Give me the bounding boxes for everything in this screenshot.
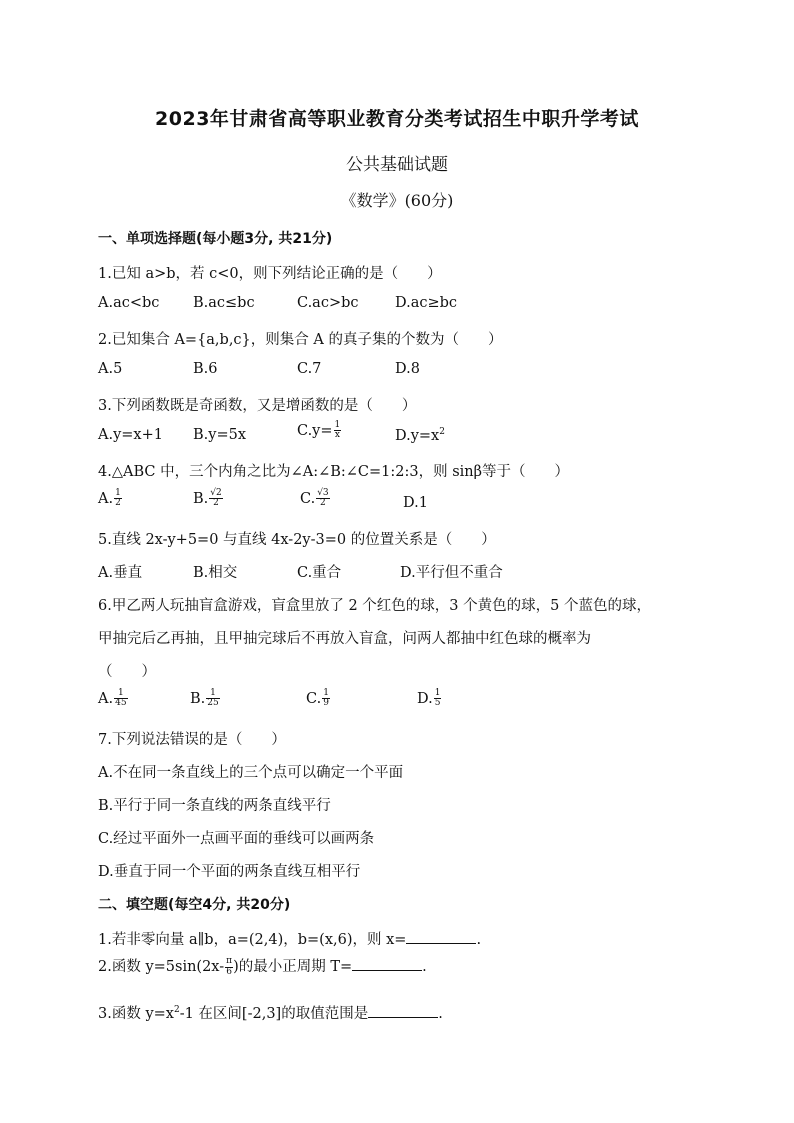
question-4-stem: 4.△ABC 中，三个内角之比为∠A:∠B:∠C=1:2:3，则 sinβ等于（ ） [98,464,570,480]
q6-c-fraction [322,689,330,709]
q6-option-c [306,689,330,709]
question-3-stem: 3.下列函数既是奇函数，又是增函数的是（ ） [98,398,417,414]
q4-b-numerator: √2 [210,488,222,498]
q2-option-d: D.8 [395,361,420,377]
q5-option-c: C.重合 [297,565,342,581]
q6-a-numerator: 1 [114,689,127,699]
q6-option-a [98,689,128,709]
question-2-stem: 2.已知集合 A={a,b,c}，则集合 A 的真子集的个数为（ ） [98,332,503,348]
fq3-end: . [438,1006,443,1022]
q4-a-numerator: 1 [115,488,121,498]
q1-option-b: B.ac≤bc [193,295,255,311]
q6-a-fraction [114,689,127,709]
fq1-end: . [476,932,482,948]
fq2-denominator: 6 [226,966,232,977]
q6-b-numerator: 1 [206,689,219,699]
fq2-prefix: 2.函数 y=5sin(2x- [98,959,225,975]
q7-option-d: D.垂直于同一个平面的两条直线互相平行 [98,864,361,880]
q4-b-fraction [209,489,222,509]
q5-option-b: B.相交 [193,565,238,581]
fq2-fraction [225,957,233,977]
q1-option-c: C.ac>bc [297,295,359,311]
fq1-text: 1.若非零向量 a∥b，a=(2,4)，b=(x,6)，则 x= [98,932,407,948]
q6-d-denominator: 5 [434,698,441,709]
fq2-numerator: π [226,956,233,967]
q7-option-a: A.不在同一条直线上的三个点可以确定一个平面 [98,765,404,781]
q5-option-d: D.平行但不重合 [400,565,503,581]
q4-a-denominator: 2 [115,498,121,509]
q6-b-denominator: 25 [207,698,219,709]
q6-option-b [190,689,220,709]
fq2-end: . [422,959,427,975]
q1-option-a: A.ac<bc [98,295,160,311]
q4-option-c [300,489,330,509]
question-6-line2: 甲抽完后乙再抽，且甲抽完球后不再放入盲盒，问两人都抽中红色球的概率为 [98,631,591,647]
q5-option-a: A.垂直 [98,565,143,581]
question-6-line3: （ ） [98,664,156,680]
fq3-exponent: 2 [173,1005,180,1016]
q3-option-a: A.y=x+1 [98,427,163,443]
q6-c-prefix: C. [306,690,322,707]
q4-c-fraction [316,489,329,509]
fill-question-3 [98,1002,443,1023]
q3-option-b: B.y=5x [193,427,247,443]
q7-option-b: B.平行于同一条直线的两条直线平行 [98,798,331,814]
q3-d-prefix: D.y=x [395,427,440,444]
q3-option-c [297,421,341,441]
fq3-prefix: 3.函数 y=x [98,1006,174,1022]
q7-option-c: C.经过平面外一点画平面的垂线可以画两条 [98,831,375,847]
q6-d-prefix: D. [417,690,433,707]
fill-question-2 [98,955,427,977]
fq2-suffix: )的最小正周期 T= [233,959,353,975]
q2-option-b: B.6 [193,361,218,377]
q6-b-fraction [206,689,219,709]
q4-option-d: D.1 [403,495,428,511]
q4-c-denominator: 2 [320,498,326,509]
q6-c-denominator: 9 [323,698,329,709]
q3-c-prefix: C.y= [297,422,333,439]
fq2-answer-blank[interactable] [352,956,422,971]
q6-d-fraction [434,689,442,709]
q6-b-prefix: B. [190,690,206,707]
exam-subtitle: 公共基础试题 [346,155,448,175]
q3-c-fraction [334,421,342,441]
exam-title: 2023年甘肃省高等职业教育分类考试招生中职升学考试 [155,108,639,130]
fq1-answer-blank[interactable] [406,929,476,944]
q4-c-prefix: C. [300,490,316,507]
fq3-answer-blank[interactable] [368,1003,438,1018]
section2-heading: 二、填空题(每空4分, 共20分) [98,897,291,913]
section1-heading: 一、单项选择题(每小题3分, 共21分) [98,231,333,247]
q4-option-b [193,489,223,509]
q4-a-fraction [114,489,122,509]
q2-option-c: C.7 [297,361,322,377]
q4-c-numerator: √3 [317,488,329,498]
q2-option-a: A.5 [98,361,123,377]
q6-d-numerator: 1 [434,688,441,698]
q3-c-denominator: x [334,430,340,441]
q4-b-prefix: B. [193,490,209,507]
question-7-stem: 7.下列说法错误的是（ ） [98,732,286,748]
q6-a-prefix: A. [98,690,114,707]
q6-a-denominator: 45 [115,698,127,709]
q1-option-d: D.ac≥bc [395,295,458,311]
q3-option-d [395,427,445,444]
q4-a-prefix: A. [98,490,114,507]
q6-c-numerator: 1 [323,688,329,698]
fill-question-1 [98,928,481,949]
question-1-stem: 1.已知 a>b，若 c<0，则下列结论正确的是（ ） [98,266,442,282]
q4-option-a [98,489,122,509]
q6-option-d [417,689,441,709]
subject-heading: 《数学》(60分) [340,191,454,210]
q3-c-numerator: 1 [334,420,341,430]
fq3-suffix: -1 在区间[-2,3]的取值范围是 [179,1006,369,1022]
question-5-stem: 5.直线 2x-y+5=0 与直线 4x-2y-3=0 的位置关系是（ ） [98,532,496,548]
question-6-line1: 6.甲乙两人玩抽盲盒游戏，盲盒里放了 2 个红色的球，3 个黄色的球，5 个蓝色的球， [98,598,651,614]
q3-d-exponent: 2 [439,427,445,437]
q4-b-denominator: 2 [213,498,219,509]
